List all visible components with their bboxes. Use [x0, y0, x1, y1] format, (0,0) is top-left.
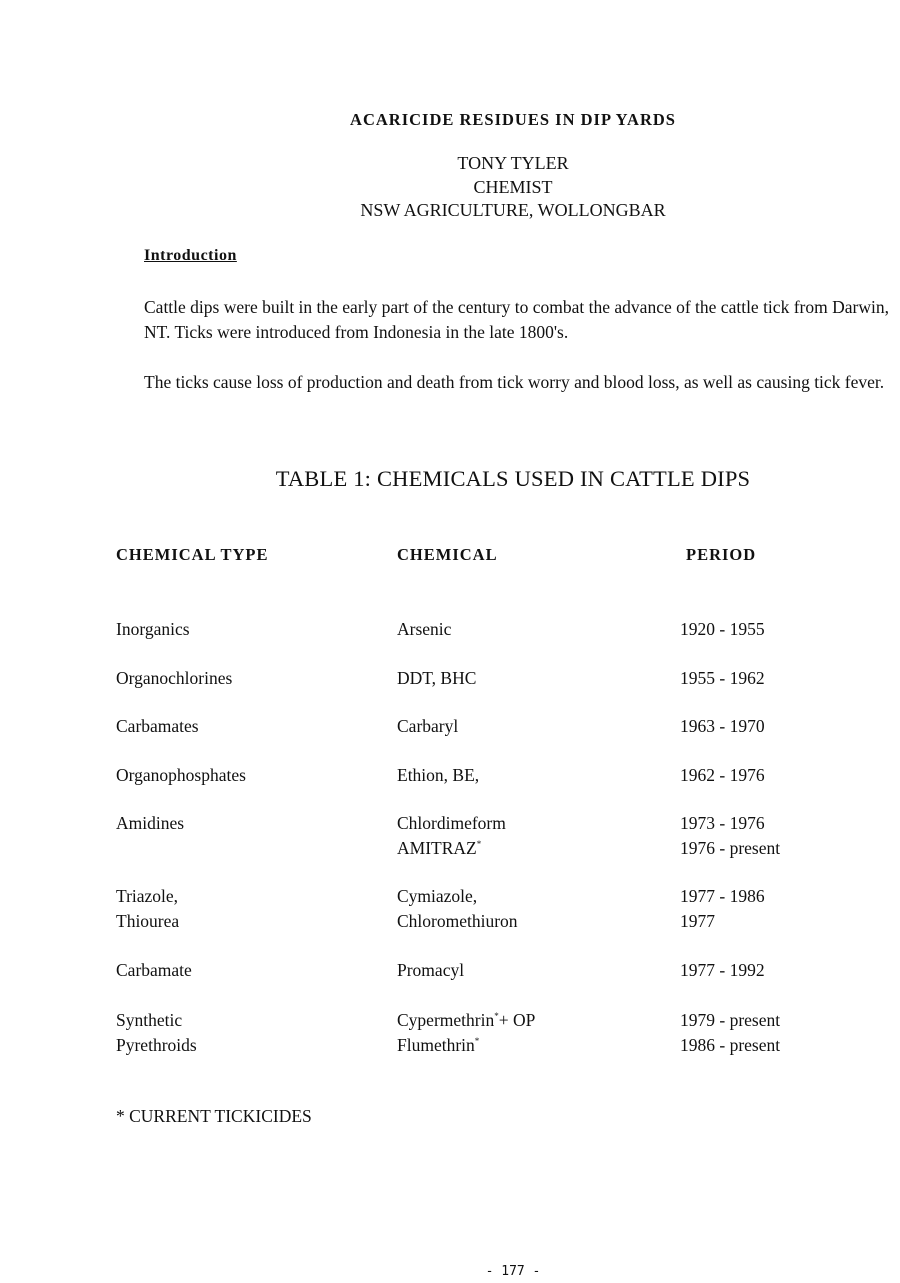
table-cell-chemical	[397, 666, 476, 691]
column-header-period: PERIOD	[686, 545, 757, 564]
table-cell-type: Inorganics	[116, 619, 190, 639]
table-cell-type: Carbamates	[116, 716, 199, 736]
current-tickicide-mark: *	[474, 1036, 480, 1047]
chemical-suffix: + OP	[498, 1010, 536, 1030]
footnote: * CURRENT TICKICIDES	[116, 1106, 312, 1126]
chemical-name: DDT, BHC	[397, 668, 477, 688]
table-cell-type: Synthetic	[116, 1010, 183, 1030]
chemical-name: Chlordimeform	[397, 813, 506, 833]
table-cell-chemical	[397, 763, 479, 788]
table-cell-chemical	[397, 958, 464, 983]
table-cell-chemical	[397, 1033, 479, 1058]
author-role: CHEMIST	[473, 177, 553, 197]
table-cell-type: Pyrethroids	[116, 1035, 197, 1055]
table-cell-chemical	[397, 617, 451, 642]
table-cell-chemical	[397, 714, 458, 739]
table-cell-chemical	[397, 836, 481, 861]
author-organization: NSW AGRICULTURE, WOLLONGBAR	[360, 200, 666, 220]
column-header-type: CHEMICAL TYPE	[116, 545, 269, 564]
chemical-name: Flumethrin	[397, 1035, 475, 1055]
table-cell-chemical	[397, 1008, 535, 1033]
table-title: TABLE 1: CHEMICALS USED IN CATTLE DIPS	[275, 466, 751, 491]
chemical-name: Chloromethiuron	[397, 911, 518, 931]
page-number: - 177 -	[485, 1264, 541, 1279]
table-cell-type: Triazole,	[116, 886, 179, 906]
table-cell-period: 1920 - 1955	[680, 619, 765, 639]
chemical-name: Arsenic	[397, 619, 452, 639]
table-cell-chemical	[397, 884, 477, 909]
chemical-name: Carbaryl	[397, 716, 459, 736]
table-cell-period: 1962 - 1976	[680, 765, 765, 785]
table-cell-type: Thiourea	[116, 911, 180, 931]
table-cell-type: Organophosphates	[116, 765, 246, 785]
table-cell-period: 1986 - present	[680, 1035, 781, 1055]
intro-paragraph-1: Cattle dips were built in the early part of the century to combat the advance of the cattle tick from Darwin, NT. Ticks were introduced from Indonesia in the late 1800's.	[144, 297, 889, 342]
table-cell-period: 1977 - 1992	[680, 960, 765, 980]
table-cell-period: 1977	[680, 911, 715, 931]
table-cell-period: 1955 - 1962	[680, 668, 765, 688]
table-cell-type: Carbamate	[116, 960, 192, 980]
table-cell-period: 1976 - present	[680, 838, 781, 858]
chemical-name: Ethion, BE,	[397, 765, 480, 785]
table-cell-chemical	[397, 811, 506, 836]
table-cell-type: Organochlorines	[116, 668, 233, 688]
chemical-name: Cypermethrin	[397, 1010, 495, 1030]
current-tickicide-mark: *	[494, 1011, 499, 1022]
chemical-name: Promacyl	[397, 960, 465, 980]
author-name: TONY TYLER	[457, 153, 569, 173]
table-cell-chemical	[397, 909, 518, 934]
intro-paragraph-2: The ticks cause loss of production and death from tick worry and blood loss, as well as causing tick fever.	[144, 372, 885, 392]
section-heading: Introduction	[144, 247, 237, 264]
chemical-name: Cymiazole,	[397, 886, 478, 906]
table-cell-period: 1963 - 1970	[680, 716, 765, 736]
table-cell-type: Amidines	[116, 813, 185, 833]
column-header-chemical: CHEMICAL	[397, 545, 498, 564]
table-cell-period: 1973 - 1976	[680, 813, 765, 833]
chemical-name: AMITRAZ	[397, 838, 477, 858]
current-tickicide-mark: *	[476, 839, 482, 850]
document-title: ACARICIDE RESIDUES IN DIP YARDS	[350, 110, 676, 129]
table-cell-period: 1979 - present	[680, 1010, 781, 1030]
table-cell-period: 1977 - 1986	[680, 886, 765, 906]
